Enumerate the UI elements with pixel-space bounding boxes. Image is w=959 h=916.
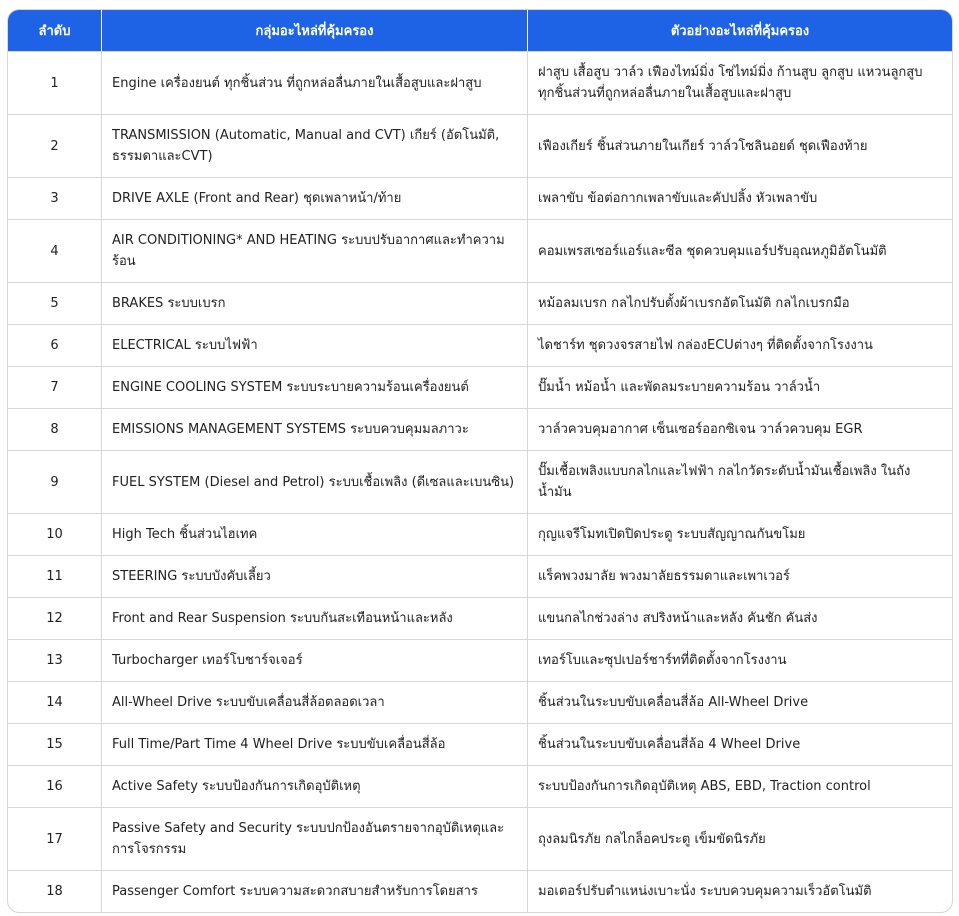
table-row [8,870,952,912]
header-covered-examples: ตัวอย่างอะไหล่ที่คุ้มครอง [527,10,952,51]
table-row [8,282,952,324]
row-group-line-1: TRANSMISSION (Automatic, Manual and CVT) เกียร์ (อัตโนมัติ, ธรรมดาและCVT) [112,128,500,164]
row-number: 4 [8,219,101,282]
table-row [8,597,952,639]
row-number: 3 [8,177,101,219]
table-row [8,177,952,219]
row-group: FUEL SYSTEM (Diesel and Petrol) ระบบเชื้อเพลิง (ดีเซลและเบนซิน) [101,450,527,513]
row-example: มอเตอร์ปรับตำแหน่งเบาะนั่ง ระบบควบคุมความเร็วอัตโนมัติ [527,870,952,912]
row-group: All-Wheel Drive ระบบขับเคลื่อนสี่ล้อตลอดเวลา [101,681,527,723]
row-number: 5 [8,282,101,324]
row-group: BRAKES ระบบเบรก [101,282,527,324]
row-number: 9 [8,450,101,513]
row-group: EMISSIONS MANAGEMENT SYSTEMS ระบบควบคุมมลภาวะ [101,408,527,450]
table-row [8,114,952,177]
row-example: เทอร์โบและซุปเปอร์ชาร์ทที่ติดตั้งจากโรงงาน [527,639,952,681]
row-group: ELECTRICAL ระบบไฟฟ้า [101,324,527,366]
row-example: ระบบป้องกันการเกิดอุบัติเหตุ ABS, EBD, Traction control [527,765,952,807]
row-number: 7 [8,366,101,408]
row-group: DRIVE AXLE (Front and Rear) ชุดเพลาหน้า/ท้าย [101,177,527,219]
row-group: Turbocharger เทอร์โบชาร์จเจอร์ [101,639,527,681]
coverage-table-container [7,9,951,913]
row-group: Front and Rear Suspension ระบบกันสะเทือนหน้าและหลัง [101,597,527,639]
row-number: 17 [8,807,101,870]
row-group: High Tech ชิ้นส่วนไฮเทค [101,513,527,555]
header-covered-group: กลุ่มอะไหล่ที่คุ้มครอง [101,10,527,51]
table-row [8,408,952,450]
row-example: วาล์วควบคุมอากาศ เซ็นเซอร์ออกซิเจน วาล์วควบคุม EGR [527,408,952,450]
row-group: Passive Safety and Security ระบบปกป้องอันตรายจากอุบัติเหตุและการโจรกรรม [101,807,527,870]
table-row [8,555,952,597]
row-example: เพลาขับ ข้อต่อกากเพลาขับและคัปปลิ้ง หัวเพลาขับ [527,177,952,219]
table-row [8,51,952,114]
row-example: หม้อลมเบรก กลไกปรับตั้งผ้าเบรกอัตโนมัติ กลไกเบรกมือ [527,282,952,324]
header-order: ลำดับ [8,10,101,51]
row-example: ชิ้นส่วนในระบบขับเคลื่อนสี่ล้อ All-Wheel Drive [527,681,952,723]
row-group: Passenger Comfort ระบบความสะดวกสบายสำหรับการโดยสาร [101,870,527,912]
row-example: ถุงลมนิรภัย กลไกล็อคประตู เข็มขัดนิรภัย [527,807,952,870]
row-number: 13 [8,639,101,681]
row-group [101,114,527,177]
row-group: Engine เครื่องยนต์ ทุกชิ้นส่วน ที่ถูกหล่อลื่นภายในเสื้อสูบและฝาสูบ [101,51,527,114]
row-example: ไดชาร์ท ชุดวงจรสายไฟ กล่องECUต่างๆ ที่ติดตั้งจากโรงงาน [527,324,952,366]
table-row [8,513,952,555]
row-example: แร็คพวงมาลัย พวงมาลัยธรรมดาและเพาเวอร์ [527,555,952,597]
row-example: ชิ้นส่วนในระบบขับเคลื่อนสี่ล้อ 4 Wheel Drive [527,723,952,765]
row-number: 16 [8,765,101,807]
table-row [8,639,952,681]
row-group: AIR CONDITIONING* AND HEATING ระบบปรับอากาศและทำความร้อน [101,219,527,282]
row-number: 1 [8,51,101,114]
row-example: คอมเพรสเซอร์แอร์และซีล ชุดควบคุมแอร์ปรับอุณหภูมิอัตโนมัติ [527,219,952,282]
row-example: เฟืองเกียร์ ชิ้นส่วนภายในเกียร์ วาล์วโซลินอยด์ ชุดเฟืองท้าย [527,114,952,177]
row-number: 18 [8,870,101,912]
row-number: 12 [8,597,101,639]
row-number: 8 [8,408,101,450]
table-row [8,681,952,723]
row-group: STEERING ระบบบังคับเลี้ยว [101,555,527,597]
row-number: 14 [8,681,101,723]
row-group: Full Time/Part Time 4 Wheel Drive ระบบขับเคลื่อนสี่ล้อ [101,723,527,765]
table-row [8,723,952,765]
row-number: 15 [8,723,101,765]
row-number: 2 [8,114,101,177]
table-row [8,807,952,870]
row-number: 11 [8,555,101,597]
row-group: ENGINE COOLING SYSTEM ระบบระบายความร้อนเครื่องยนต์ [101,366,527,408]
table-row [8,450,952,513]
row-example: ปั๊มน้ำ หม้อน้ำ และพัดลมระบายความร้อน วาล์วน้ำ [527,366,952,408]
table-row [8,219,952,282]
row-group: Active Safety ระบบป้องกันการเกิดอุบัติเหตุ [101,765,527,807]
row-example: ฝาสูบ เสื้อสูบ วาล์ว เฟืองไทม์มิ่ง โซ่ไทม์มิ่ง ก้านสูบ ลูกสูบ แหวนลูกสูบ ทุกชิ้นส่วนที่ถูกหล่อลื่นภายในเสื้อสูบและฝาสูบ [527,51,952,114]
table-row [8,324,952,366]
table-row [8,366,952,408]
row-example: กุญแจรีโมทเปิดปิดประตู ระบบสัญญาณกันขโมย [527,513,952,555]
row-number: 6 [8,324,101,366]
table-row [8,765,952,807]
row-number: 10 [8,513,101,555]
table-header-row [8,10,952,51]
row-example: แขนกลไกช่วงล่าง สปริงหน้าและหลัง คันชัก คันส่ง [527,597,952,639]
row-example: ปั๊มเชื้อเพลิงแบบกลไกและไฟฟ้า กลไกวัดระดับน้ำมันเชื้อเพลิง ในถังน้ำมัน [527,450,952,513]
coverage-table [7,9,953,913]
